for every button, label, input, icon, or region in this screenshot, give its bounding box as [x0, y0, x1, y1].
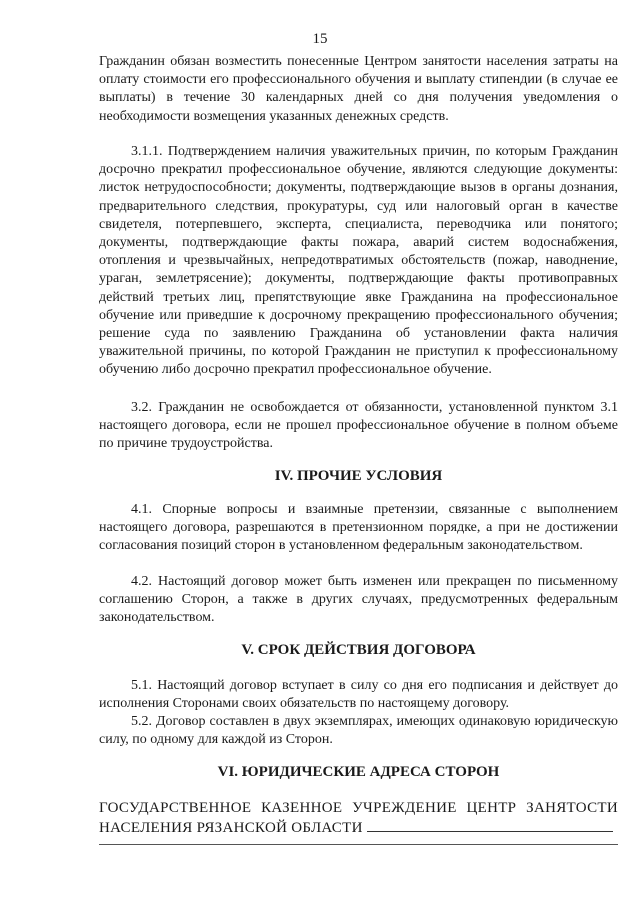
paragraph-5-2: 5.2. Договор составлен в двух экземплярах, имеющих одинаковую юридическую силу, по одному для каждой из Сторон.	[99, 714, 618, 748]
paragraph-3-2: 3.2. Гражданин не освобождается от обязанности, установленной пунктом 3.1 настоящего договора, если не прошел профессиональное обучение в полном объеме по причине трудоустройства.	[99, 400, 618, 452]
paragraph-5-1: 5.1. Настоящий договор вступает в силу со дня его подписания и действует до исполнения Сторонами своих обязательств по настоящему договору.	[99, 678, 618, 712]
paragraph-4-1: 4.1. Спорные вопросы и взаимные претензии, связанные с выполнением настоящего договора, разрешаются в претензионном порядке, а при не достижении согласования позиций сторон в установленном федеральным законодательством.	[99, 502, 618, 554]
paragraph-continuation: Гражданин обязан возместить понесенные Центром занятости населения затраты на оплату стоимости его профессионального обучения и выплату стипендии (в случае ее выплаты) в течение 30 календарных дней со дня получения уведомления о необходимости возмещения указанных денежных средств.	[99, 54, 618, 124]
paragraph-3-1-1: 3.1.1. Подтверждением наличия уважительных причин, по которым Гражданин досрочно прекратил профессиональное обучение, являются следующие документы: листок нетрудоспособности; документы, подтверждающие вызов в органы дознания, предварительного следствия, прокуратуры, суд или налоговый орган в качестве свидетеля, потерпевшего, эксперта, специалиста, переводчика или понятого; документы, подтверждающие факты пожара, аварий систем водоснабжения, отопления и чрезвычайных, непредотвратимых обстоятельств (пожар, наводнение, ураган, землетрясение); документы, подтверждающие факты противоправных действий третьих лиц, препятствующие явке Гражданина на профессиональное обучение или приведшие к досрочному прекращению профессионального обучения; решение суда по заявлению Гражданина об установлении факта наличия уважительной причины, по которой Гражданин не приступил к профессиональному обучению либо досрочно прекратил профессиональное обучение.	[99, 144, 618, 378]
page-number: 15	[312, 31, 328, 47]
section-4-heading: IV. ПРОЧИЕ УСЛОВИЯ	[274, 468, 443, 484]
section-6-heading: VI. ЮРИДИЧЕСКИЕ АДРЕСА СТОРОН	[217, 764, 500, 780]
section-5-heading: V. СРОК ДЕЙСТВИЯ ДОГОВОРА	[241, 642, 476, 658]
party-address-block	[99, 799, 618, 838]
fill-in-rule	[99, 844, 618, 845]
organization-name: ГОСУДАРСТВЕННОЕ КАЗЕННОЕ УЧРЕЖДЕНИЕ ЦЕНТР ЗАНЯТОСТИ НАСЕЛЕНИЯ РЯЗАНСКОЙ ОБЛАСТИ	[99, 800, 618, 836]
fill-in-line	[367, 818, 613, 832]
paragraph-4-2: 4.2. Настоящий договор может быть изменен или прекращен по письменному соглашению Сторон, а также в других случаях, предусмотренных федеральным законодательством.	[99, 574, 618, 626]
